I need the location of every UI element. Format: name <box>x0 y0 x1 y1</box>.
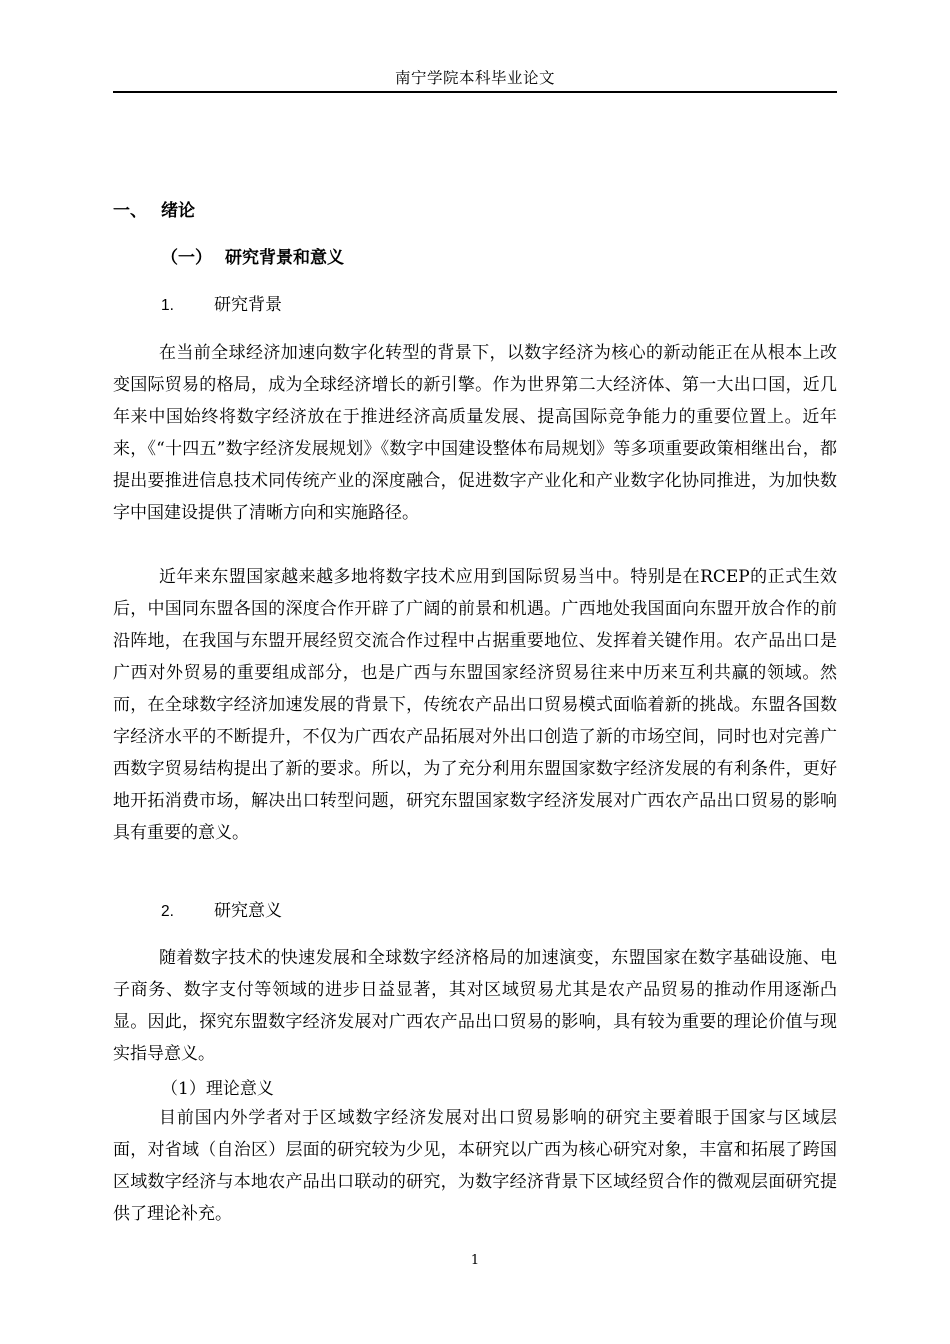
heading-number: 2. <box>161 903 174 920</box>
heading-theory: （1）理论意义 <box>161 1079 274 1099</box>
heading-title: 研究背景 <box>214 295 282 315</box>
subsection-title: 研究背景和意义 <box>225 248 344 268</box>
heading-number: 1. <box>161 297 174 314</box>
section-heading-1-1 <box>161 243 344 268</box>
paragraph-significance: 随着数字技术的快速发展和全球数字经济格局的加速演变，东盟国家在数字基础设施、电子商务、数字支付等领域的进步日益显著，其对区域贸易尤其是农产品贸易的推动作用逐渐凸显。因此，探究东盟数字经济发展对广西农产品出口贸易的影响，具有较为重要的理论价值与现实指导意义。 <box>113 948 837 1064</box>
paragraph-theory: 目前国内外学者对于区域数字经济发展对出口贸易影响的研究主要着眼于国家与区域层面，对省域（自治区）层面的研究较为少见，本研究以广西为核心研究对象，丰富和拓展了跨国区域数字经济与本地农产品出口联动的研究，为数字经济背景下区域经贸合作的微观层面研究提供了理论补充。 <box>113 1108 837 1224</box>
heading-research-background <box>161 290 282 315</box>
header-rule <box>113 91 837 93</box>
heading-research-significance <box>161 896 282 921</box>
paragraph-background-1: 在当前全球经济加速向数字化转型的背景下，以数字经济为核心的新动能正在从根本上改变国际贸易的格局，成为全球经济增长的新引擎。作为世界第二大经济体、第一大出口国，近几年来中国始终将数字经济放在于推进经济高质量发展、提高国际竞争能力的重要位置上。近年来，《“十四五”数字经济发展规划》《数字中国建设整体布局规划》等多项重要政策相继出台，都提出要推进信息技术同传统产业的深度融合，促进数字产业化和产业数字化协同推进，为加快数字中国建设提供了清晰方向和实施路径。 <box>113 343 837 523</box>
paragraph-background-2: 近年来东盟国家越来越多地将数字技术应用到国际贸易当中。特别是在RCEP的正式生效后，中国同东盟各国的深度合作开辟了广阔的前景和机遇。广西地处我国面向东盟开放合作的前沿阵地，在我国与东盟开展经贸交流合作过程中占据重要地位、发挥着关键作用。农产品出口是广西对外贸易的重要组成部分，也是广西与东盟国家经济贸易往来中历来互利共赢的领域。然而，在全球数字经济加速发展的背景下，传统农产品出口贸易模式面临着新的挑战。东盟各国数字经济水平的不断提升，不仅为广西农产品拓展对外出口创造了新的市场空间，同时也对完善广西数字贸易结构提出了新的要求。所以，为了充分利用东盟国家数字经济发展的有利条件，更好地开拓消费市场，解决出口转型问题，研究东盟国家数字经济发展对广西农产品出口贸易的影响具有重要的意义。 <box>113 567 837 843</box>
running-header: 南宁学院本科毕业论文 <box>394 69 555 87</box>
section-number: 一、 <box>113 201 147 221</box>
section-heading-1 <box>113 196 195 221</box>
section-title: 绪论 <box>161 201 195 221</box>
page-number: 1 <box>470 1253 480 1268</box>
subsection-number: （一） <box>161 248 212 268</box>
heading-title: 研究意义 <box>214 901 282 921</box>
